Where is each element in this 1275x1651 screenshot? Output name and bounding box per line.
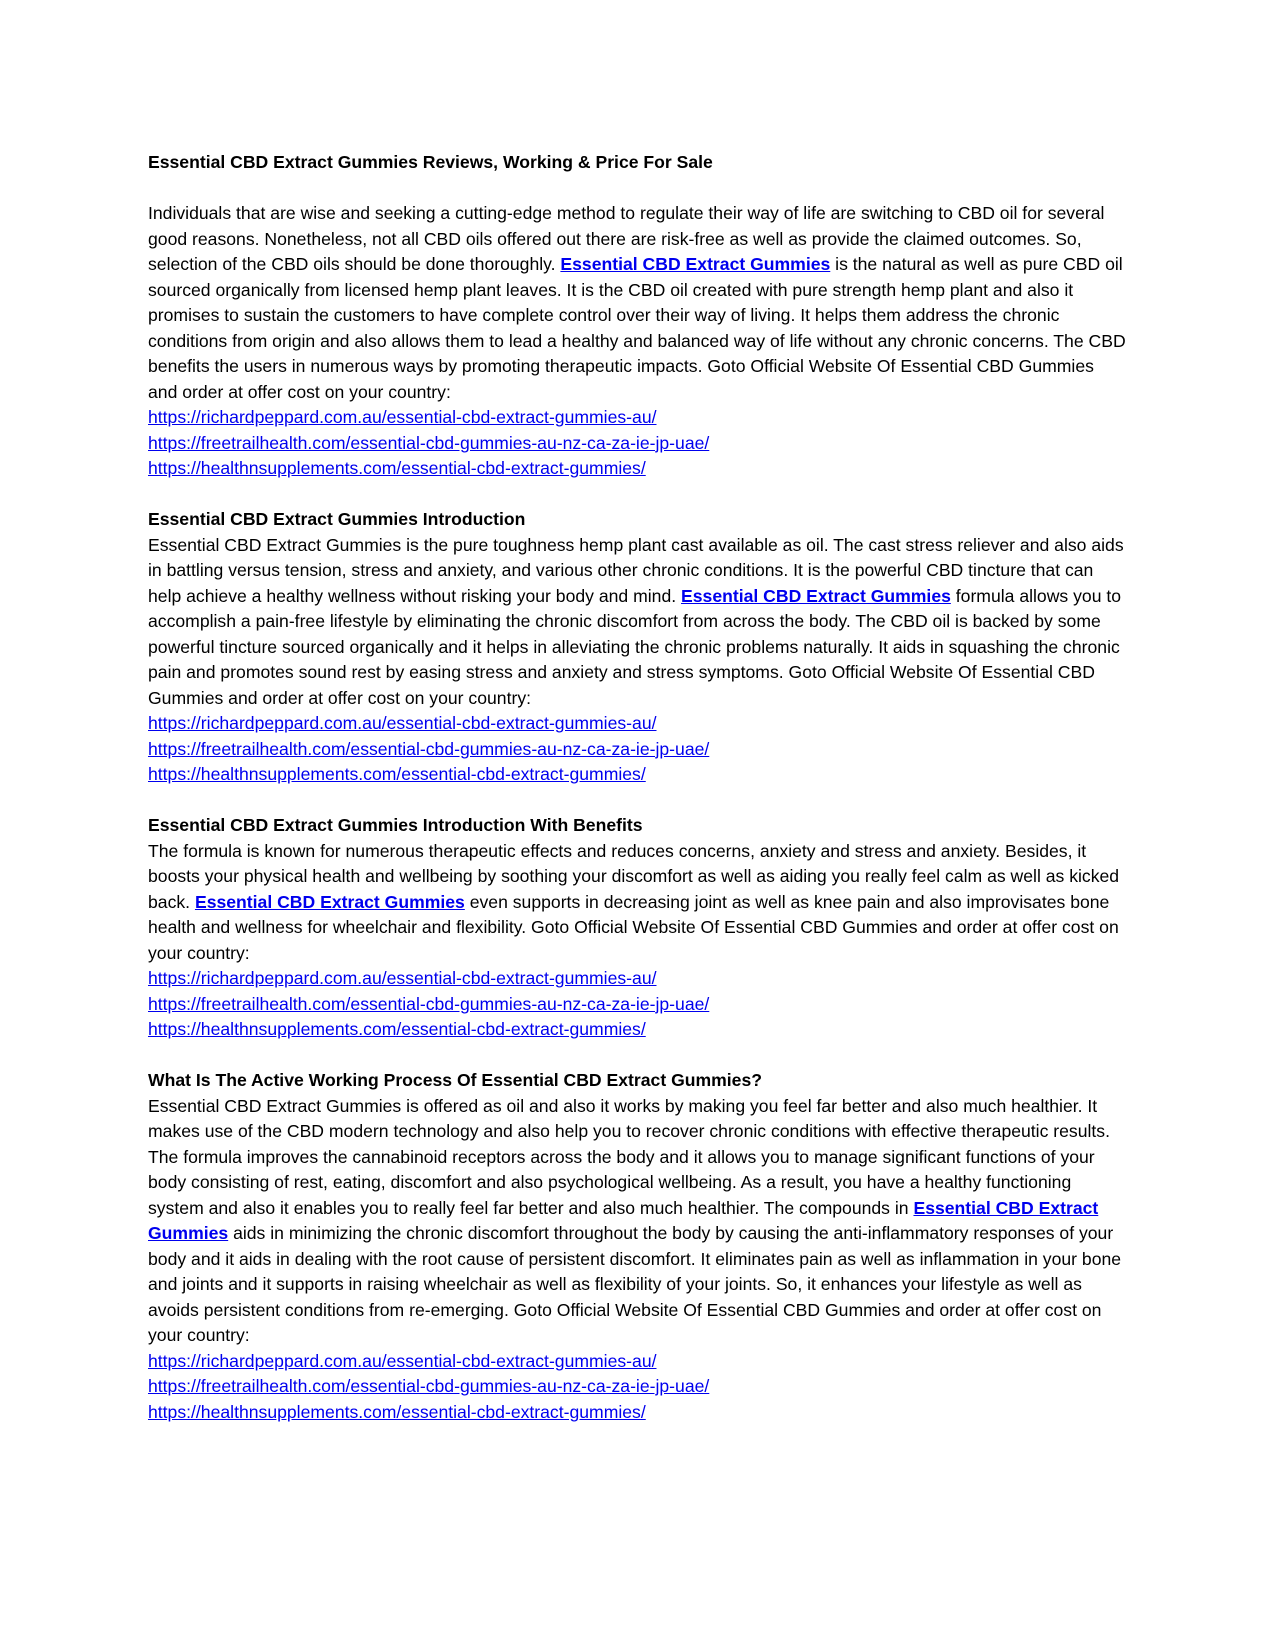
- section-paragraph: [148, 839, 1128, 967]
- paragraph-text: Individuals that are wise and seeking a cutting-edge method to regulate their way of life are switching to CBD oil for several good reasons. Nonetheless, not all CBD oils offered out there are risk-free as well as provide the claimed outcomes. So, selection of the CBD oils should be done thoroughly.: [148, 203, 1105, 274]
- section-intro: [148, 201, 1128, 482]
- section-working-process: [148, 1068, 1128, 1425]
- product-link[interactable]: Essential CBD Extract Gummies: [148, 1197, 1099, 1243]
- paragraph-text: is the natural as well as pure CBD oil sourced organically from licensed hemp plant leaves. It is the CBD oil created with pure strength hemp plant and also it promises to sustain the customers to have complete control over their way of living. It helps them address the chronic conditions from origin and also allows them to lead a healthy and balanced way of life without any chronic concerns. The CBD benefits the users in numerous ways by promoting therapeutic impacts. Goto Official Website Of Essential CBD Gummies and order at offer cost on your country:: [148, 254, 1126, 402]
- url-link-freetrailhealth[interactable]: https://freetrailhealth.com/essential-cbd-gummies-au-nz-ca-za-ie-jp-uae/: [148, 432, 710, 453]
- url-link-freetrailhealth[interactable]: https://freetrailhealth.com/essential-cbd-gummies-au-nz-ca-za-ie-jp-uae/: [148, 1376, 710, 1396]
- url-link-healthnsupplements[interactable]: https://healthnsupplements.com/essential-cbd-extract-gummies/: [148, 458, 646, 478]
- section-paragraph: [148, 533, 1128, 712]
- section-heading: Essential CBD Extract Gummies Introduction: [148, 509, 526, 529]
- product-link[interactable]: Essential CBD Extract Gummies: [560, 254, 831, 274]
- url-list: [148, 1349, 1128, 1426]
- paragraph-text: Essential CBD Extract Gummies is the pure toughness hemp plant cast available as oil. The cast stress reliever and also aids in battling versus tension, stress and anxiety, and various other chronic conditions. It is the powerful CBD tincture that can help achieve a healthy wellness without risking your body and mind.: [148, 534, 1124, 606]
- document-title: Essential CBD Extract Gummies Reviews, Working & Price For Sale: [148, 152, 713, 172]
- section-heading: Essential CBD Extract Gummies Introduction With Benefits: [148, 815, 643, 835]
- paragraph-text: The formula is known for numerous therapeutic effects and reduces concerns, anxiety and stress and anxiety. Besides, it boosts your physical health and wellbeing by soothing your discomfort as well as aiding you really feel calm as well as kicked back.: [148, 840, 1120, 912]
- section-benefits: [148, 813, 1128, 1043]
- paragraph-text: aids in minimizing the chronic discomfort throughout the body by causing the anti-inflammatory responses of your body and it aids in dealing with the root cause of persistent discomfort. It eliminates pain as well as inflammation in your bone and joints and it supports in raising wheelchair as well as flexibility of your joints. So, it enhances your lifestyle as well as avoids persistent conditions from re-emerging. Goto Official Website Of Essential CBD Gummies and order at offer cost on your country:: [148, 1223, 1122, 1345]
- url-link-healthnsupplements[interactable]: https://healthnsupplements.com/essential-cbd-extract-gummies/: [148, 1019, 646, 1039]
- section-paragraph: [148, 1094, 1128, 1349]
- product-link[interactable]: Essential CBD Extract Gummies: [194, 891, 465, 912]
- url-link-richardpeppard[interactable]: https://richardpeppard.com.au/essential-cbd-extract-gummies-au/: [148, 1350, 657, 1371]
- paragraph-text: even supports in decreasing joint as well as knee pain and also improvisates bone health and wellness for wheelchair and flexibility. Goto Official Website Of Essential CBD Gummies and order at offer cost on your country:: [148, 891, 1119, 963]
- url-list: [148, 405, 1128, 482]
- section-paragraph: [148, 201, 1128, 405]
- url-list: [148, 966, 1128, 1043]
- section-introduction: [148, 507, 1128, 788]
- url-link-healthnsupplements[interactable]: https://healthnsupplements.com/essential-cbd-extract-gummies/: [148, 1401, 646, 1422]
- url-link-richardpeppard[interactable]: https://richardpeppard.com.au/essential-cbd-extract-gummies-au/: [148, 968, 657, 988]
- url-link-richardpeppard[interactable]: https://richardpeppard.com.au/essential-cbd-extract-gummies-au/: [148, 713, 657, 733]
- paragraph-text: formula allows you to accomplish a pain-free lifestyle by eliminating the chronic discomfort from across the body. The CBD oil is backed by some powerful tincture sourced organically and it helps in alleviating the chronic problems naturally. It aids in squashing the chronic pain and promotes sound rest by easing stress and anxiety and stress symptoms. Goto Official Website Of Essential CBD Gummies and order at offer cost on your country:: [148, 585, 1122, 708]
- url-link-freetrailhealth[interactable]: https://freetrailhealth.com/essential-cbd-gummies-au-nz-ca-za-ie-jp-uae/: [148, 993, 710, 1014]
- product-link[interactable]: Essential CBD Extract Gummies: [681, 585, 951, 606]
- url-link-richardpeppard[interactable]: https://richardpeppard.com.au/essential-cbd-extract-gummies-au/: [148, 407, 657, 427]
- url-link-freetrailhealth[interactable]: https://freetrailhealth.com/essential-cbd-gummies-au-nz-ca-za-ie-jp-uae/: [148, 738, 710, 759]
- document-page: [148, 150, 1128, 1451]
- paragraph-text: Essential CBD Extract Gummies is offered as oil and also it works by making you feel far better and also much healthier. It makes use of the CBD modern technology and also help you to recover chronic conditions with effective therapeutic results. The formula improves the cannabinoid receptors across the body and it allows you to manage significant functions of your body consisting of rest, eating, discomfort and also psychological wellbeing. As a result, you have a healthy functioning system and also it enables you to really feel far better and also much healthier. The compounds in: [148, 1095, 1110, 1218]
- url-link-healthnsupplements[interactable]: https://healthnsupplements.com/essential-cbd-extract-gummies/: [148, 764, 646, 784]
- section-heading: What Is The Active Working Process Of Essential CBD Extract Gummies?: [148, 1070, 762, 1090]
- url-list: [148, 711, 1128, 788]
